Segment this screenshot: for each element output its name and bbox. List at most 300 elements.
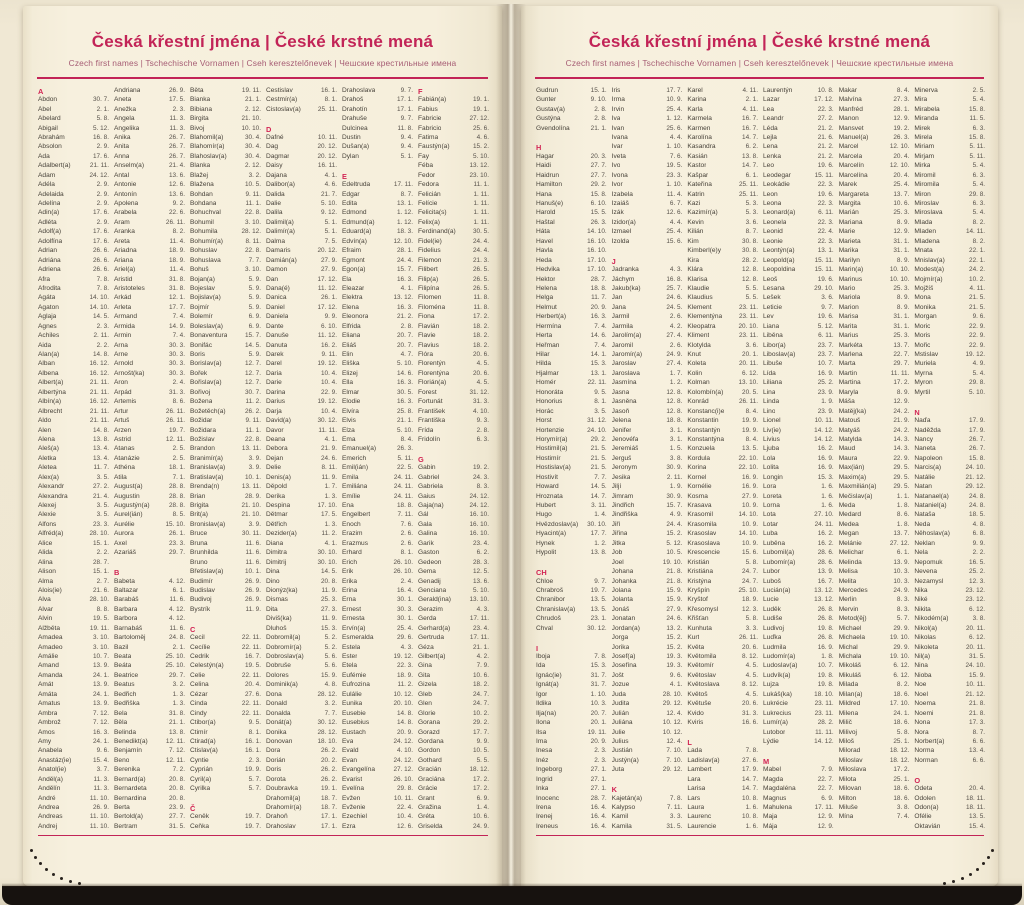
first-name: Dejan [266,454,284,462]
name-day-date: 15. 6. [666,237,683,245]
first-name: Mariola [838,294,861,302]
name-day-date: 9. 4. [400,133,413,141]
name-entry [612,304,683,313]
first-name: Ljuba [763,445,780,453]
name-day-date: 10. 10. [889,266,910,274]
name-columns [38,87,489,833]
name-day-date: 4. 4. [669,133,683,141]
name-entry [418,228,489,237]
name-entry [114,427,185,436]
first-name: Daniela [266,313,289,321]
name-day-date: 16. 7. [817,577,834,585]
first-name: Hektor [536,275,556,283]
name-day-date: 21. 2. [817,152,834,160]
first-name: Alban [38,360,55,368]
name-day-date: 28. 7. [93,558,109,566]
name-day-date: 17. 12. [317,303,337,311]
name-entry [687,313,758,322]
name-entry [114,804,185,813]
name-day-date: 20. 2. [321,756,337,764]
name-entry [763,634,834,643]
name-entry [190,228,261,237]
first-name: Lola [763,454,776,462]
first-name: Kolombín(a) [687,388,724,396]
section-letter: CH [536,568,547,578]
first-name: Branislav(a) [190,464,226,472]
name-day-date: 29. 6. [397,634,413,642]
first-name: Lotar [763,520,779,528]
first-name: Leonela [763,218,787,226]
name-entry [687,408,758,417]
header-rule [37,77,488,79]
name-day-date: 11. 9. [321,473,337,481]
first-name: Manfréd [838,105,863,113]
first-name: Jošt [611,671,624,679]
name-day-date: 1. 11. [473,190,489,198]
name-day-date: 3. 9. [248,454,261,462]
first-name: Ariana [114,256,134,264]
name-day-date: 26. 1. [321,294,337,302]
name-day-date: 13. 1. [590,369,607,377]
name-day-date: 17. 7. [666,86,683,94]
first-name: Antonín [114,190,137,198]
name-entry [839,115,910,124]
name-day-date: 25. 4. [893,181,910,189]
name-entry [687,776,758,785]
name-entry [38,304,109,313]
first-name: Alexandra [38,492,68,500]
name-day-date: 5. 8. [745,615,759,623]
first-name: Maxim(a) [838,473,867,481]
name-entry [839,568,910,577]
first-name: Gréta [418,813,435,821]
name-entry [687,342,758,351]
name-entry [266,747,337,756]
name-entry [914,662,985,671]
name-entry [687,681,758,690]
name-day-date: 11. 4. [666,190,683,198]
name-entry [687,644,758,653]
name-day-date: 13. 9. [817,568,834,576]
first-name: Horymír(a) [536,435,568,443]
first-name: Bohumil [190,218,214,226]
name-day-date: 5. 10. [397,426,413,434]
name-day-date: 1. 9. [821,398,834,406]
name-entry [266,96,337,105]
name-day-date: 31. 7. [590,671,607,679]
first-name: Damián(a) [266,256,297,264]
name-day-date: 10. 5. [666,549,683,557]
name-day-date: 13. 12. [814,596,834,604]
name-entry [687,266,758,275]
name-entry [612,757,683,766]
name-day-date: 22. 8. [245,435,261,443]
name-entry [687,153,758,162]
name-day-date: 2. 3. [594,747,607,755]
first-name: Miron [914,190,931,198]
name-entry [38,681,109,690]
name-entry [914,464,985,473]
first-name: Jonáš [611,605,630,613]
first-name: Eliáš [342,341,357,349]
name-day-date: 24. 2. [969,266,986,274]
name-day-date: 23. 7. [817,351,834,359]
first-name: Běta [190,86,204,94]
name-entry [342,257,413,266]
first-name: Kliment [687,332,710,340]
name-day-date: 21. 1. [590,124,607,132]
name-day-date: 19. 8. [817,671,834,679]
name-entry [38,162,109,171]
name-day-date: 22. 3. [817,237,834,245]
name-entry [266,502,337,511]
name-entry [190,200,261,209]
name-entry [839,662,910,671]
first-name: Nikol(a) [914,624,938,632]
name-day-date: 28. 12. [317,690,337,698]
first-name: Benedikt(a) [114,737,148,745]
first-name: Alvin [38,615,53,623]
first-name: Myrna [914,369,933,377]
name-entry [342,379,413,388]
name-entry [38,483,109,492]
name-day-date: 18. 6. [893,794,910,802]
name-day-date: 19. 7. [245,813,261,821]
spacer-row [418,445,489,454]
name-day-date: 4. 12. [169,605,185,613]
first-name: Derika [266,492,286,500]
name-day-date: 25. 4. [666,228,683,236]
first-name: Danuta [266,341,288,349]
name-entry [38,691,109,700]
first-name: Bibiana [190,105,212,113]
name-entry [687,813,758,822]
name-day-date: 29. 10. [814,284,834,292]
name-entry [418,285,489,294]
first-name: Naneta [914,445,936,453]
first-name: Bojmír [190,303,210,311]
first-name: Ariel(a) [114,266,136,274]
name-entry [342,313,413,322]
name-entry [190,644,261,653]
name-entry [38,662,109,671]
first-name: Bernardina [114,794,147,802]
name-day-date: 20. 7. [397,332,413,340]
name-entry [839,332,910,341]
first-name: Laurencie [687,822,717,830]
first-name: Dezider(a) [266,530,297,538]
name-day-date: 12. 7. [245,369,261,377]
first-name: Leandr [763,115,784,123]
name-day-date: 14. 12. [814,737,834,745]
name-entry [38,823,109,832]
first-name: Melinda [838,558,862,566]
first-name: Liv(ie) [763,426,781,434]
name-entry [418,521,489,530]
name-day-date: 24. 4. [666,520,683,528]
name-day-date: 16. 2. [817,539,834,547]
name-entry [266,776,337,785]
name-day-date: 10. 3. [590,700,607,708]
first-name: Aldo [38,417,52,425]
name-day-date: 14. 8. [397,709,413,717]
name-day-date: 15. 7. [666,502,683,510]
name-day-date: 11. 8. [397,124,413,132]
first-name: Dobromír(a) [266,643,302,651]
name-day-date: 16. 9. [817,369,834,377]
name-entry [536,719,607,728]
first-name: Gustýna [536,115,561,123]
name-entry [418,417,489,426]
name-entry [536,483,607,492]
name-entry [839,795,910,804]
name-entry [266,511,337,520]
name-day-date: 2. 1. [172,643,185,651]
name-day-date: 15. 2. [666,634,683,642]
name-day-date: 26. 6. [93,256,109,264]
name-day-date: 8. 9. [896,256,910,264]
first-name: Kryšpín [687,586,710,594]
first-name: Drahoslava [342,86,376,94]
name-entry [914,313,985,322]
section-letter: L [687,737,692,747]
name-day-date: 15. 9. [321,671,337,679]
first-name: Ildika [536,700,552,708]
name-entry [763,313,834,322]
first-name: Dalida [266,190,285,198]
first-name: Liliana [763,379,783,387]
name-entry [687,209,758,218]
name-entry [536,294,607,303]
name-entry [687,455,758,464]
first-name: Gustav(a) [536,105,565,113]
first-name: Natanael(a) [914,492,949,500]
name-entry [342,389,413,398]
name-day-date: 13. 6. [473,577,489,585]
name-entry [418,662,489,671]
first-name: Mnislav(a) [914,256,945,264]
name-entry [536,276,607,285]
first-name: Alida [38,549,53,557]
name-day-date: 11. 3. [93,785,109,793]
name-day-date: 4. 11. [969,284,986,292]
first-name: Irenej [536,813,553,821]
name-entry [342,191,413,200]
name-entry [418,294,489,303]
name-day-date: 21. 10. [241,115,261,123]
first-name: Kastor [687,162,707,170]
name-day-date: 13. 8. [742,152,759,160]
name-entry [114,813,185,822]
name-entry [38,596,109,605]
name-entry [839,540,910,549]
name-entry [342,502,413,511]
first-name: Donald [266,700,287,708]
name-day-date: 11. 1. [473,181,489,189]
name-day-date: 24. 10. [965,662,986,670]
first-name: Eusebius [342,719,370,727]
name-day-date: 17. 5. [321,511,337,519]
name-entry [418,568,489,577]
name-entry [190,294,261,303]
first-name: Dante [266,322,284,330]
name-entry [914,276,985,285]
name-day-date: 26. 2. [321,766,337,774]
first-name: Artuš [114,417,130,425]
first-name: Milena [838,709,859,717]
name-entry [418,578,489,587]
first-name: Konstantýna [687,435,725,443]
first-name: Elena [342,303,359,311]
first-name: Lev [763,313,774,321]
name-entry [266,304,337,313]
first-name: Kviris [687,719,704,727]
name-day-date: 21. 2. [817,124,834,132]
first-name: Konstantin [687,417,719,425]
first-name: Drahuše [342,115,367,123]
first-name: Ludoslav(a) [763,662,798,670]
name-day-date: 22. 9. [893,454,910,462]
name-entry [266,417,337,426]
name-entry [763,672,834,681]
name-entry [342,823,413,832]
name-day-date: 8. 9. [896,218,910,226]
name-entry [839,379,910,388]
name-entry [114,417,185,426]
name-day-date: 20. 1. [590,719,607,727]
name-entry [114,785,185,794]
name-entry [914,729,985,738]
first-name: Miloslava [838,766,867,774]
first-name: Brit(a) [190,511,208,519]
name-entry [914,644,985,653]
name-day-date: 19. 5. [666,162,683,170]
name-entry [38,625,109,634]
section-letter: C [190,624,196,634]
name-entry [38,747,109,756]
name-entry [418,738,489,747]
name-entry [612,578,683,587]
name-day-date: 13. 4. [93,445,109,453]
name-entry [114,521,185,530]
first-name: Donika [266,728,287,736]
name-day-date: 23. 9. [817,407,834,415]
name-day-date: 14. 5. [321,568,337,576]
name-entry [114,342,185,351]
name-entry [114,681,185,690]
first-name: Margita [838,200,861,208]
first-name: Ivar [611,143,623,151]
name-day-date: 30. 1. [397,596,413,604]
name-day-date: 17. 11. [469,615,489,623]
name-entry [38,464,109,473]
name-entry [418,766,489,775]
name-entry [914,596,985,605]
name-day-date: 2. 4. [172,379,185,387]
first-name: Emanuel(a) [342,445,377,453]
first-name: Kašpar [687,171,709,179]
name-day-date: 28. 12. [317,728,337,736]
first-name: Ingrid [536,775,553,783]
first-name: Krasomil [687,511,713,519]
first-name: Alois(ie) [38,586,62,594]
name-entry [114,379,185,388]
name-day-date: 9. 2. [172,200,185,208]
first-name: Egmont [342,256,365,264]
first-name: Dana(é) [266,284,290,292]
name-entry [266,615,337,624]
name-entry [612,587,683,596]
name-entry [38,813,109,822]
first-name: Beatus [114,681,135,689]
name-day-date: 2. 12. [245,105,261,113]
name-entry [763,521,834,530]
first-name: Alfons [38,520,57,528]
name-day-date: 4. 3. [400,643,413,651]
first-name: Elvíra [342,407,359,415]
first-name: Lorna [763,502,780,510]
first-name: Ivona [611,171,628,179]
name-entry [914,549,985,558]
name-day-date: 24. 1. [93,737,109,745]
name-entry [536,106,607,115]
first-name: Budislav [190,586,215,594]
first-name: Drahomil(a) [266,794,301,802]
name-day-date: 5. 9. [248,351,261,359]
name-entry [418,804,489,813]
name-day-date: 6. 3. [476,435,489,443]
first-name: Celestýn(a) [190,662,224,670]
name-day-date: 14. 7. [742,133,759,141]
name-day-date: 25. 10. [165,653,185,661]
first-name: Knut [687,351,701,359]
section-letter: E [342,171,347,181]
name-entry [38,398,109,407]
first-name: Eleonora [342,313,369,321]
first-name: Miloš [838,737,855,745]
first-name: Leopoldina [763,266,796,274]
name-day-date: 7. 4. [172,332,185,340]
name-entry [687,143,758,152]
first-name: Něhoslav(a) [914,530,950,538]
name-entry [612,285,683,294]
first-name: Jasna [611,388,630,396]
first-name: Eliana [342,332,361,340]
first-name: Děpold [266,483,287,491]
name-day-date: 16. 3. [397,303,413,311]
name-day-date: 22. 10. [738,454,759,462]
name-day-date: 4. 9. [669,511,683,519]
name-day-date: 7. 12. [93,709,109,717]
name-day-date: 4. 1. [400,284,413,292]
name-entry [418,530,489,539]
name-day-date: 29. 8. [969,190,986,198]
name-entry [342,427,413,436]
cover-strip [2,886,1022,905]
first-name: Haštal [536,218,555,226]
name-day-date: 1. 12. [666,115,683,123]
name-day-date: 19. 2. [893,124,910,132]
first-name: Milada [838,681,859,689]
name-day-date: 27. 7. [590,162,607,170]
name-day-date: 21. 3. [473,256,489,264]
name-day-date: 22. 10. [738,464,759,472]
name-day-date: 25. 6. [666,124,683,132]
name-day-date: 30. 4. [245,133,261,141]
first-name: Enoch [342,520,361,528]
name-entry [418,493,489,502]
page-title: Česká křestní jména | České krstné mená [588,32,931,51]
